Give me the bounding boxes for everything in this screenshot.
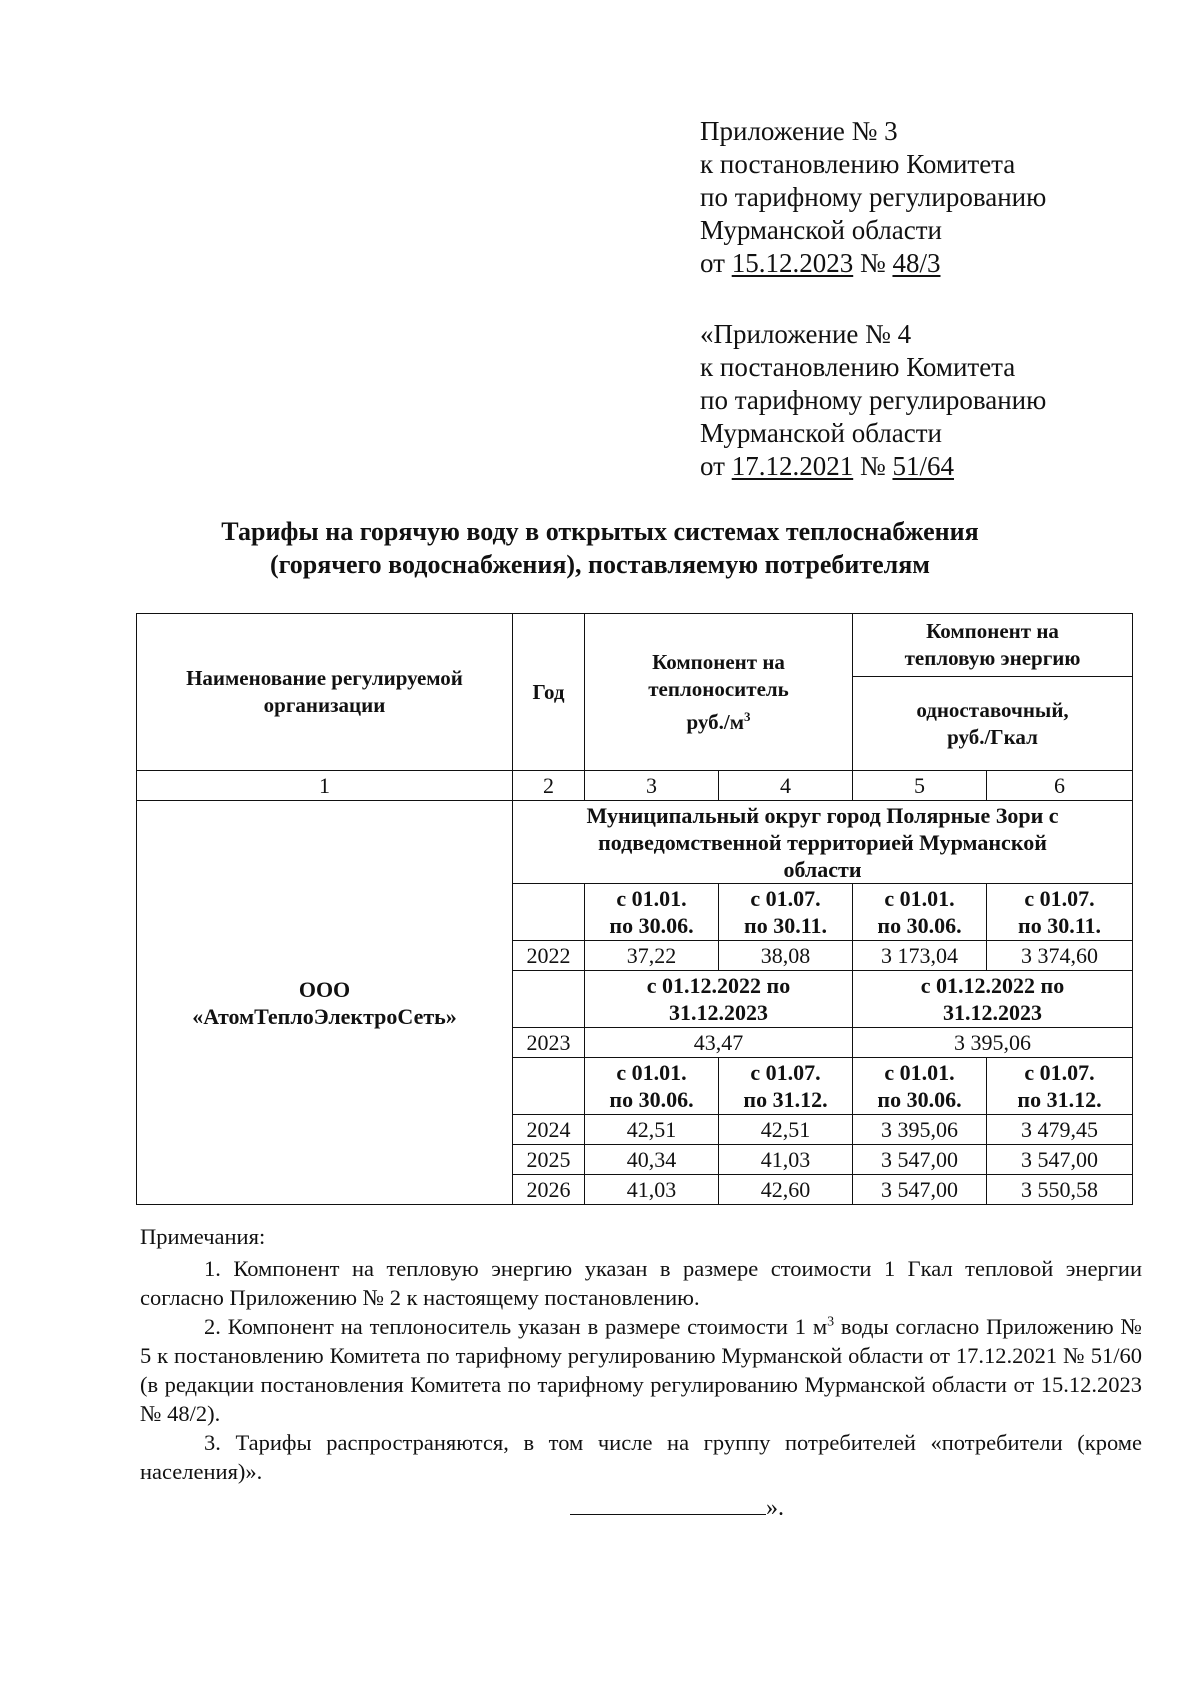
value-cell: 40,34 bbox=[585, 1145, 719, 1175]
value-cell: 42,51 bbox=[719, 1115, 853, 1145]
appendix-4-line4: Мурманской области bbox=[700, 418, 942, 448]
carrier-column-header: Компонент на теплоноситель $руб./м^3$ bbox=[585, 614, 853, 771]
appendix-3-number: 48/3 bbox=[892, 248, 941, 278]
value-cell: 41,03 bbox=[719, 1145, 853, 1175]
column-number: 6 bbox=[987, 771, 1133, 801]
period-cell: с 01.07. по 30.11. bbox=[719, 884, 853, 941]
value-cell: 43,47 bbox=[585, 1028, 853, 1058]
appendix-3-date-line: от 15.12.2023 № 48/3 bbox=[700, 248, 941, 278]
region-row bbox=[137, 801, 1133, 884]
value-cell: 3 395,06 bbox=[853, 1028, 1133, 1058]
table-header-row bbox=[137, 614, 1133, 677]
energy-subheader: одноставочный, руб./Гкал bbox=[853, 677, 1133, 771]
year-cell: 2025 bbox=[513, 1145, 585, 1175]
notes-heading: Примечания: bbox=[140, 1224, 266, 1249]
period-cell: с 01.07. по 30.11. bbox=[987, 884, 1133, 941]
value-cell: 3 479,45 bbox=[987, 1115, 1133, 1145]
appendix-4-number: 51/64 bbox=[892, 451, 954, 481]
column-number: 1 bbox=[137, 771, 513, 801]
appendix-3-title: Приложение № 3 bbox=[700, 116, 898, 146]
year-cell: 2023 bbox=[513, 1028, 585, 1058]
value-cell: 3 547,00 bbox=[987, 1145, 1133, 1175]
period-cell: с 01.01. по 30.06. bbox=[853, 1058, 987, 1115]
column-number: 2 bbox=[513, 771, 585, 801]
value-cell: 41,03 bbox=[585, 1175, 719, 1205]
value-cell: 3 547,00 bbox=[853, 1175, 987, 1205]
note-1: 1. Компонент на тепловую энергию указан в размере стоимости 1 Гкал тепловой энергии согласно Приложению № 2 к настоящему постановлению. bbox=[140, 1256, 1142, 1310]
value-cell: 3 173,04 bbox=[853, 941, 987, 971]
appendix-3-line2: к постановлению Комитета bbox=[700, 149, 1016, 179]
year-column-header: Год bbox=[513, 614, 585, 771]
period-cell: с 01.12.2022 по 31.12.2023 bbox=[585, 971, 853, 1028]
appendix-4-date-line: от 17.12.2021 № 51/64 bbox=[700, 451, 954, 481]
value-cell: 3 550,58 bbox=[987, 1175, 1133, 1205]
document-title-line1: Тарифы на горячую воду в открытых системах теплоснабжения bbox=[221, 517, 979, 546]
document-title-line2: (горячего водоснабжения), поставляемую потребителям bbox=[269, 550, 931, 579]
appendix-3-date: 15.12.2023 bbox=[731, 248, 854, 278]
value-cell: 3 395,06 bbox=[853, 1115, 987, 1145]
document-title bbox=[140, 515, 1060, 581]
period-cell: с 01.07. по 31.12. bbox=[719, 1058, 853, 1115]
appendix-4-header bbox=[700, 318, 1160, 483]
appendix-4-date: 17.12.2021 bbox=[731, 451, 854, 481]
org-column-header: Наименование регулируемой организации bbox=[137, 614, 513, 771]
value-cell: 3 547,00 bbox=[853, 1145, 987, 1175]
appendix-4-line3: по тарифному регулированию bbox=[700, 385, 1047, 415]
year-cell: 2026 bbox=[513, 1175, 585, 1205]
column-number-row bbox=[137, 771, 1133, 801]
period-cell: с 01.01. по 30.06. bbox=[585, 884, 719, 941]
organization-name: ООО «АтомТеплоЭлектроСеть» bbox=[137, 801, 513, 1205]
column-number: 4 bbox=[719, 771, 853, 801]
note-3: 3. Тарифы распространяются, в том числе на группу потребителей «потребители (кроме населения)». bbox=[140, 1430, 1142, 1484]
value-cell: 42,60 bbox=[719, 1175, 853, 1205]
notes-section bbox=[140, 1222, 1142, 1486]
appendix-3-line3: по тарифному регулированию bbox=[700, 182, 1047, 212]
year-cell: 2022 bbox=[513, 941, 585, 971]
appendix-4-line2: к постановлению Комитета bbox=[700, 352, 1016, 382]
period-cell: с 01.01. по 30.06. bbox=[853, 884, 987, 941]
appendix-4-title: «Приложение № 4 bbox=[700, 319, 912, 349]
period-cell: с 01.01. по 30.06. bbox=[585, 1058, 719, 1115]
note-2: 2. Компонент на теплоноситель указан в размере стоимости 1 $м^3$ воды согласно Приложению № 5 к постановлению Комитета по тарифному регулированию Мурманской области от 17.12.2021 № 51/60 (в редакции постановления Комитета по тарифному регулированию Мурманской области от 15.12.2023 № 48/2). bbox=[140, 1314, 1142, 1426]
column-number: 3 bbox=[585, 771, 719, 801]
region-name: Муниципальный округ город Полярные Зори с подведомственной территорией Мурманской области bbox=[513, 801, 1133, 884]
column-number: 5 bbox=[853, 771, 987, 801]
value-cell: 38,08 bbox=[719, 941, 853, 971]
closing-underline bbox=[570, 1494, 766, 1515]
energy-column-header: Компонент на тепловую энергию bbox=[853, 614, 1133, 677]
closing-mark: ». bbox=[570, 1493, 784, 1523]
appendix-3-line4: Мурманской области bbox=[700, 215, 942, 245]
value-cell: 42,51 bbox=[585, 1115, 719, 1145]
appendix-3-header bbox=[700, 115, 1160, 280]
value-cell: 3 374,60 bbox=[987, 941, 1133, 971]
tariff-table bbox=[136, 613, 1133, 1205]
value-cell: 37,22 bbox=[585, 941, 719, 971]
period-cell: с 01.07. по 31.12. bbox=[987, 1058, 1133, 1115]
period-cell: с 01.12.2022 по 31.12.2023 bbox=[853, 971, 1133, 1028]
year-cell: 2024 bbox=[513, 1115, 585, 1145]
